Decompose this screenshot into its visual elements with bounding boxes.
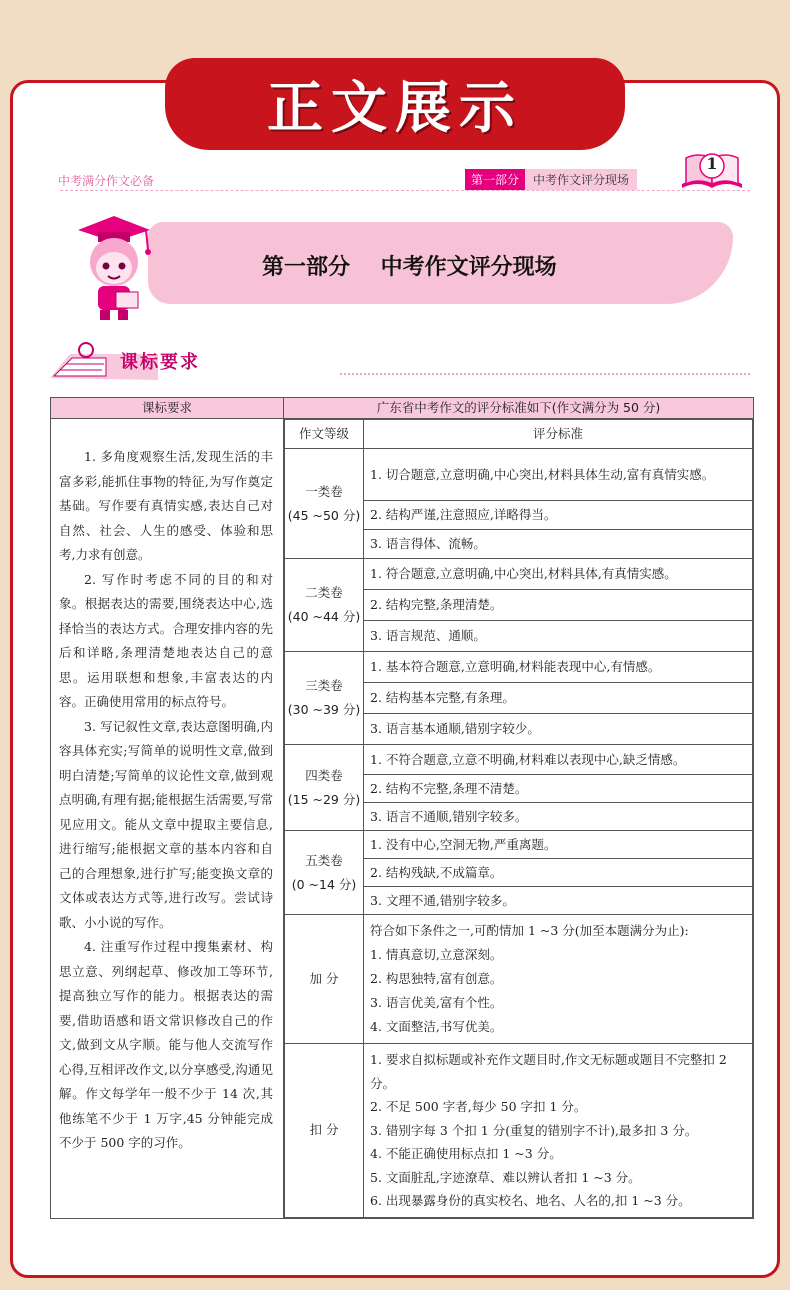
criteria-item: 3. 语言得体、流畅。	[364, 530, 753, 559]
requirement-item: 3. 写记叙性文章,表达意图明确,内容具体充实;写简单的说明性文章,做到明白清楚;写简单的议论性文章,做到观点明确,有理有据;能根据生活需要,写常见应用文。能从文章中提取主要信息,进行缩写;能根据文章的基本内容和自己的合理想象,进行扩写;能变换文章的文体或表达方式等,进行改写。尝试诗歌、小小说的写作。	[59, 718, 273, 930]
deduct-criteria	[364, 1044, 753, 1218]
title-banner	[165, 58, 625, 150]
banner-title: 正文展示	[267, 76, 523, 141]
bonus-criteria	[364, 915, 753, 1044]
bonus-line: 3. 语言优美,富有个性。	[370, 995, 503, 1010]
deduct-label: 扣 分	[285, 1044, 364, 1218]
deduct-line: 5. 文面脏乱,字迹潦草、难以辨认者扣 1 ~3 分。	[370, 1169, 641, 1185]
requirement-item: 2. 写作时考虑不同的目的和对象。根据表达的需要,围绕表达中心,选择恰当的表达方式。合理安排内容的先后和详略,条理清楚地表达自己的意思。运用联想和想象,丰富表达的内容。正确使用常用的标点符号。	[59, 571, 273, 709]
grade-table	[284, 419, 753, 1218]
student-mascot-icon	[68, 212, 160, 322]
bonus-line: 2. 构思独特,富有创意。	[370, 971, 503, 986]
deduct-line: 1. 要求自拟标题或补充作文题目时,作文无标题或题目不完整扣 2 分。	[370, 1052, 727, 1091]
deduct-line: 3. 错别字每 3 个扣 1 分(重复的错别字不计),最多扣 3 分。	[370, 1122, 698, 1138]
page-number-book-icon	[678, 148, 746, 192]
criteria-item: 1. 基本符合题意,立意明确,材料能表现中心,有情感。	[364, 652, 753, 683]
bonus-line: 符合如下条件之一,可酌情加 1 ~3 分(加至本题满分为止):	[370, 923, 689, 938]
standards-cell	[284, 419, 754, 1219]
criteria-col-header: 评分标准	[364, 420, 753, 449]
criteria-item: 1. 符合题意,立意明确,中心突出,材料具体,有真情实感。	[364, 559, 753, 590]
criteria-item: 2. 结构严谨,注意照应,详略得当。	[364, 501, 753, 530]
requirements-cell	[51, 419, 284, 1219]
criteria-item: 2. 结构不完整,条理不清楚。	[364, 775, 753, 803]
criteria-item: 3. 文理不通,错别字较多。	[364, 887, 753, 915]
grade-label: 一类卷 (45 ~50 分)	[285, 449, 364, 559]
bonus-line: 1. 情真意切,立意深刻。	[370, 947, 503, 962]
deduct-line: 4. 不能正确使用标点扣 1 ~3 分。	[370, 1146, 562, 1161]
subsection-label: 课标要求	[120, 352, 200, 373]
criteria-item: 2. 结构残缺,不成篇章。	[364, 859, 753, 887]
deduct-line: 6. 出现暴露身份的真实校名、地名、人名的,扣 1 ~3 分。	[370, 1193, 691, 1208]
page-number: 1	[706, 154, 718, 173]
grade-label: 四类卷 (15 ~29 分)	[285, 745, 364, 831]
requirement-item: 4. 注重写作过程中搜集素材、构思立意、列纲起草、修改加工等环节,提高独立写作的能力。根据表达的需要,借助语感和语文常识修改自己的作文,做到文从字顺。能与他人交流写作心得,互相评改作文,以分享感受,沟通见解。作文每学年一般不少于 14 次,其他练笔不少于 1 万字,45 分钟能完成不少于 500 字的习作。	[59, 939, 273, 1150]
criteria-item: 3. 语言不通顺,错别字较多。	[364, 803, 753, 831]
part-title-tag: 中考作文评分现场	[525, 169, 637, 190]
part-tag: 第一部分	[465, 169, 525, 190]
requirement-item: 1. 多角度观察生活,发现生活的丰富多彩,能抓住事物的特征,为写作奠定基础。写作要有真情实感,表达自己对自然、社会、人生的感受、体验和思考,力求有创意。	[59, 449, 273, 562]
grade-col-header: 作文等级	[285, 420, 364, 449]
bonus-label: 加 分	[285, 915, 364, 1044]
criteria-item: 1. 不符合题意,立意不明确,材料难以表现中心,缺乏情感。	[364, 745, 753, 775]
criteria-item: 2. 结构基本完整,有条理。	[364, 683, 753, 714]
bonus-line: 4. 文面整洁,书写优美。	[370, 1019, 503, 1034]
criteria-item: 1. 没有中心,空洞无物,严重离题。	[364, 831, 753, 859]
subsection-dotted-line	[340, 373, 750, 375]
criteria-item: 2. 结构完整,条理清楚。	[364, 590, 753, 621]
header-divider	[60, 190, 750, 192]
standard-header: 广东省中考作文的评分标准如下(作文满分为 50 分)	[284, 398, 754, 419]
book-name: 中考满分作文必备	[58, 174, 155, 188]
criteria-item: 1. 切合题意,立意明确,中心突出,材料具体生动,富有真情实感。	[364, 449, 753, 501]
criteria-item: 3. 语言规范、通顺。	[364, 621, 753, 652]
scoring-table	[50, 397, 754, 1219]
grade-label: 二类卷 (40 ~44 分)	[285, 559, 364, 652]
criteria-item: 3. 语言基本通顺,错别字较少。	[364, 714, 753, 745]
deduct-line: 2. 不足 500 字者,每少 50 字扣 1 分。	[370, 1099, 587, 1114]
running-header-tag	[465, 168, 637, 190]
section-title: 第一部分 中考作文评分现场	[262, 255, 557, 280]
grade-label: 五类卷 (0 ~14 分)	[285, 831, 364, 915]
grade-label: 三类卷 (30 ~39 分)	[285, 652, 364, 745]
requirements-header: 课标要求	[51, 398, 284, 419]
